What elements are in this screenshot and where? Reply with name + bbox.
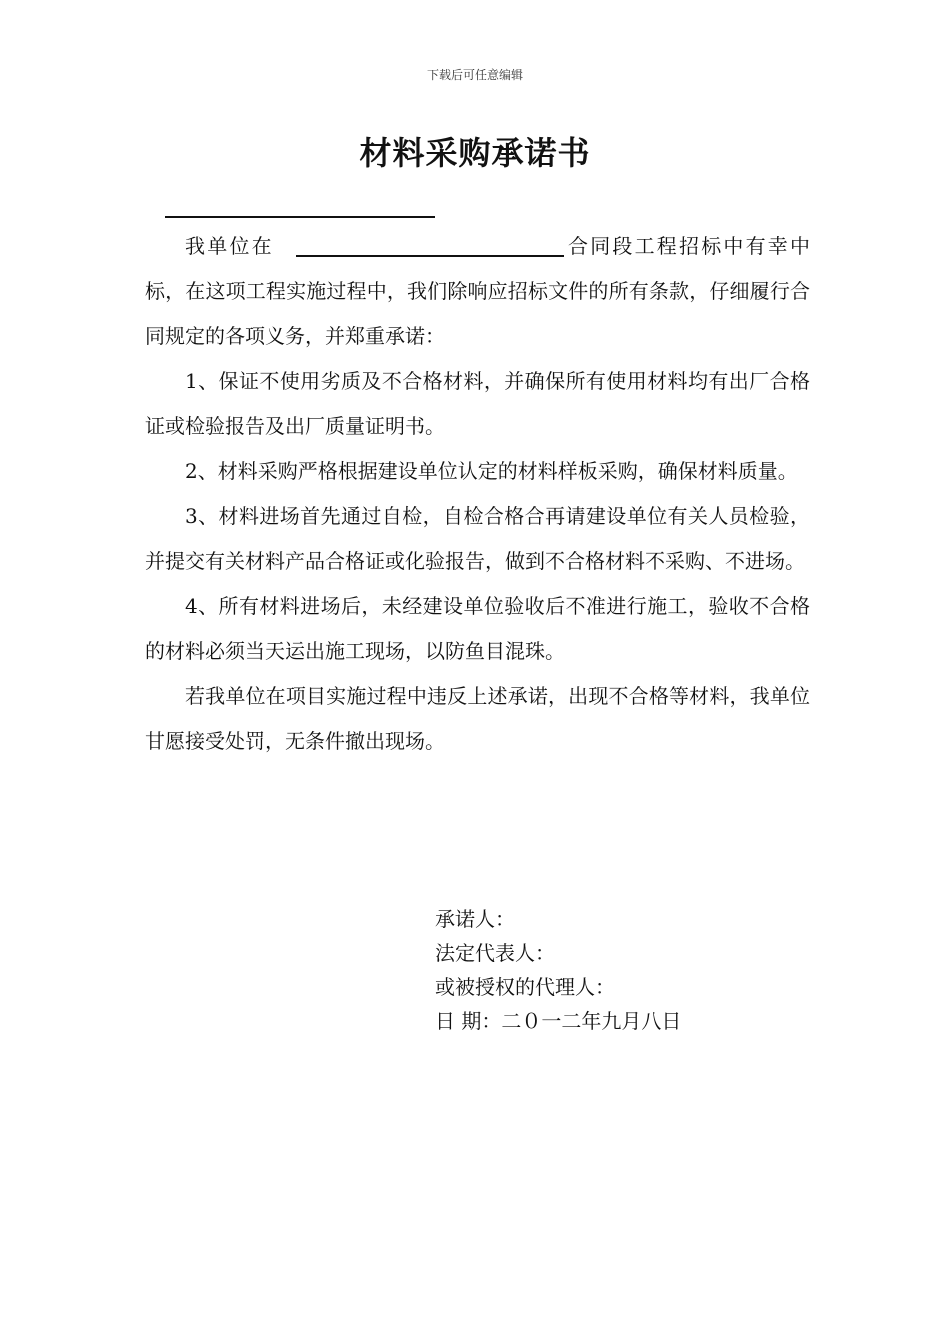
commitment-item-1: 1、保证不使用劣质及不合格材料，并确保所有使用材料均有出厂合格证或检验报告及出厂质量证明书。	[145, 369, 810, 438]
signature-block	[435, 902, 795, 1038]
intro-after-blank: 合同段工程招标中有幸中标，在这项工程实施过程中，我们除响应招标文件的所有条款，仔细履行合同规定的各项义务，并郑重承诺：	[145, 234, 811, 348]
date-line: 日 期：二０一二年九月八日	[435, 1009, 682, 1033]
intro-before-blank: 我单位在	[185, 234, 274, 258]
promisor-label: 承诺人：	[435, 907, 515, 931]
top-blank-line	[165, 216, 435, 218]
document-title: 材料采购承诺书	[359, 134, 591, 172]
legal-representative-label: 法定代表人：	[435, 941, 555, 965]
authorized-agent-label: 或被授权的代理人：	[435, 975, 615, 999]
commitment-item-3: 3、材料进场首先通过自检，自检合格合再请建设单位有关人员检验，并提交有关材料产品合格证或化验报告，做到不合格材料不采购、不进场。	[145, 504, 810, 573]
header-note: 下载后可任意编辑	[426, 68, 523, 82]
commitment-item-2: 2、材料采购严格根据建设单位认定的材料样板采购，确保材料质量。	[185, 459, 798, 483]
commitment-item-4: 4、所有材料进场后，未经建设单位验收后不准进行施工，验收不合格的材料必须当天运出施工现场，以防鱼目混珠。	[145, 594, 810, 663]
contract-section-blank	[296, 235, 564, 257]
document-body	[145, 224, 810, 764]
intro-paragraph	[145, 224, 810, 359]
closing-paragraph: 若我单位在项目实施过程中违反上述承诺，出现不合格等材料，我单位甘愿接受处罚，无条件撤出现场。	[145, 684, 810, 753]
